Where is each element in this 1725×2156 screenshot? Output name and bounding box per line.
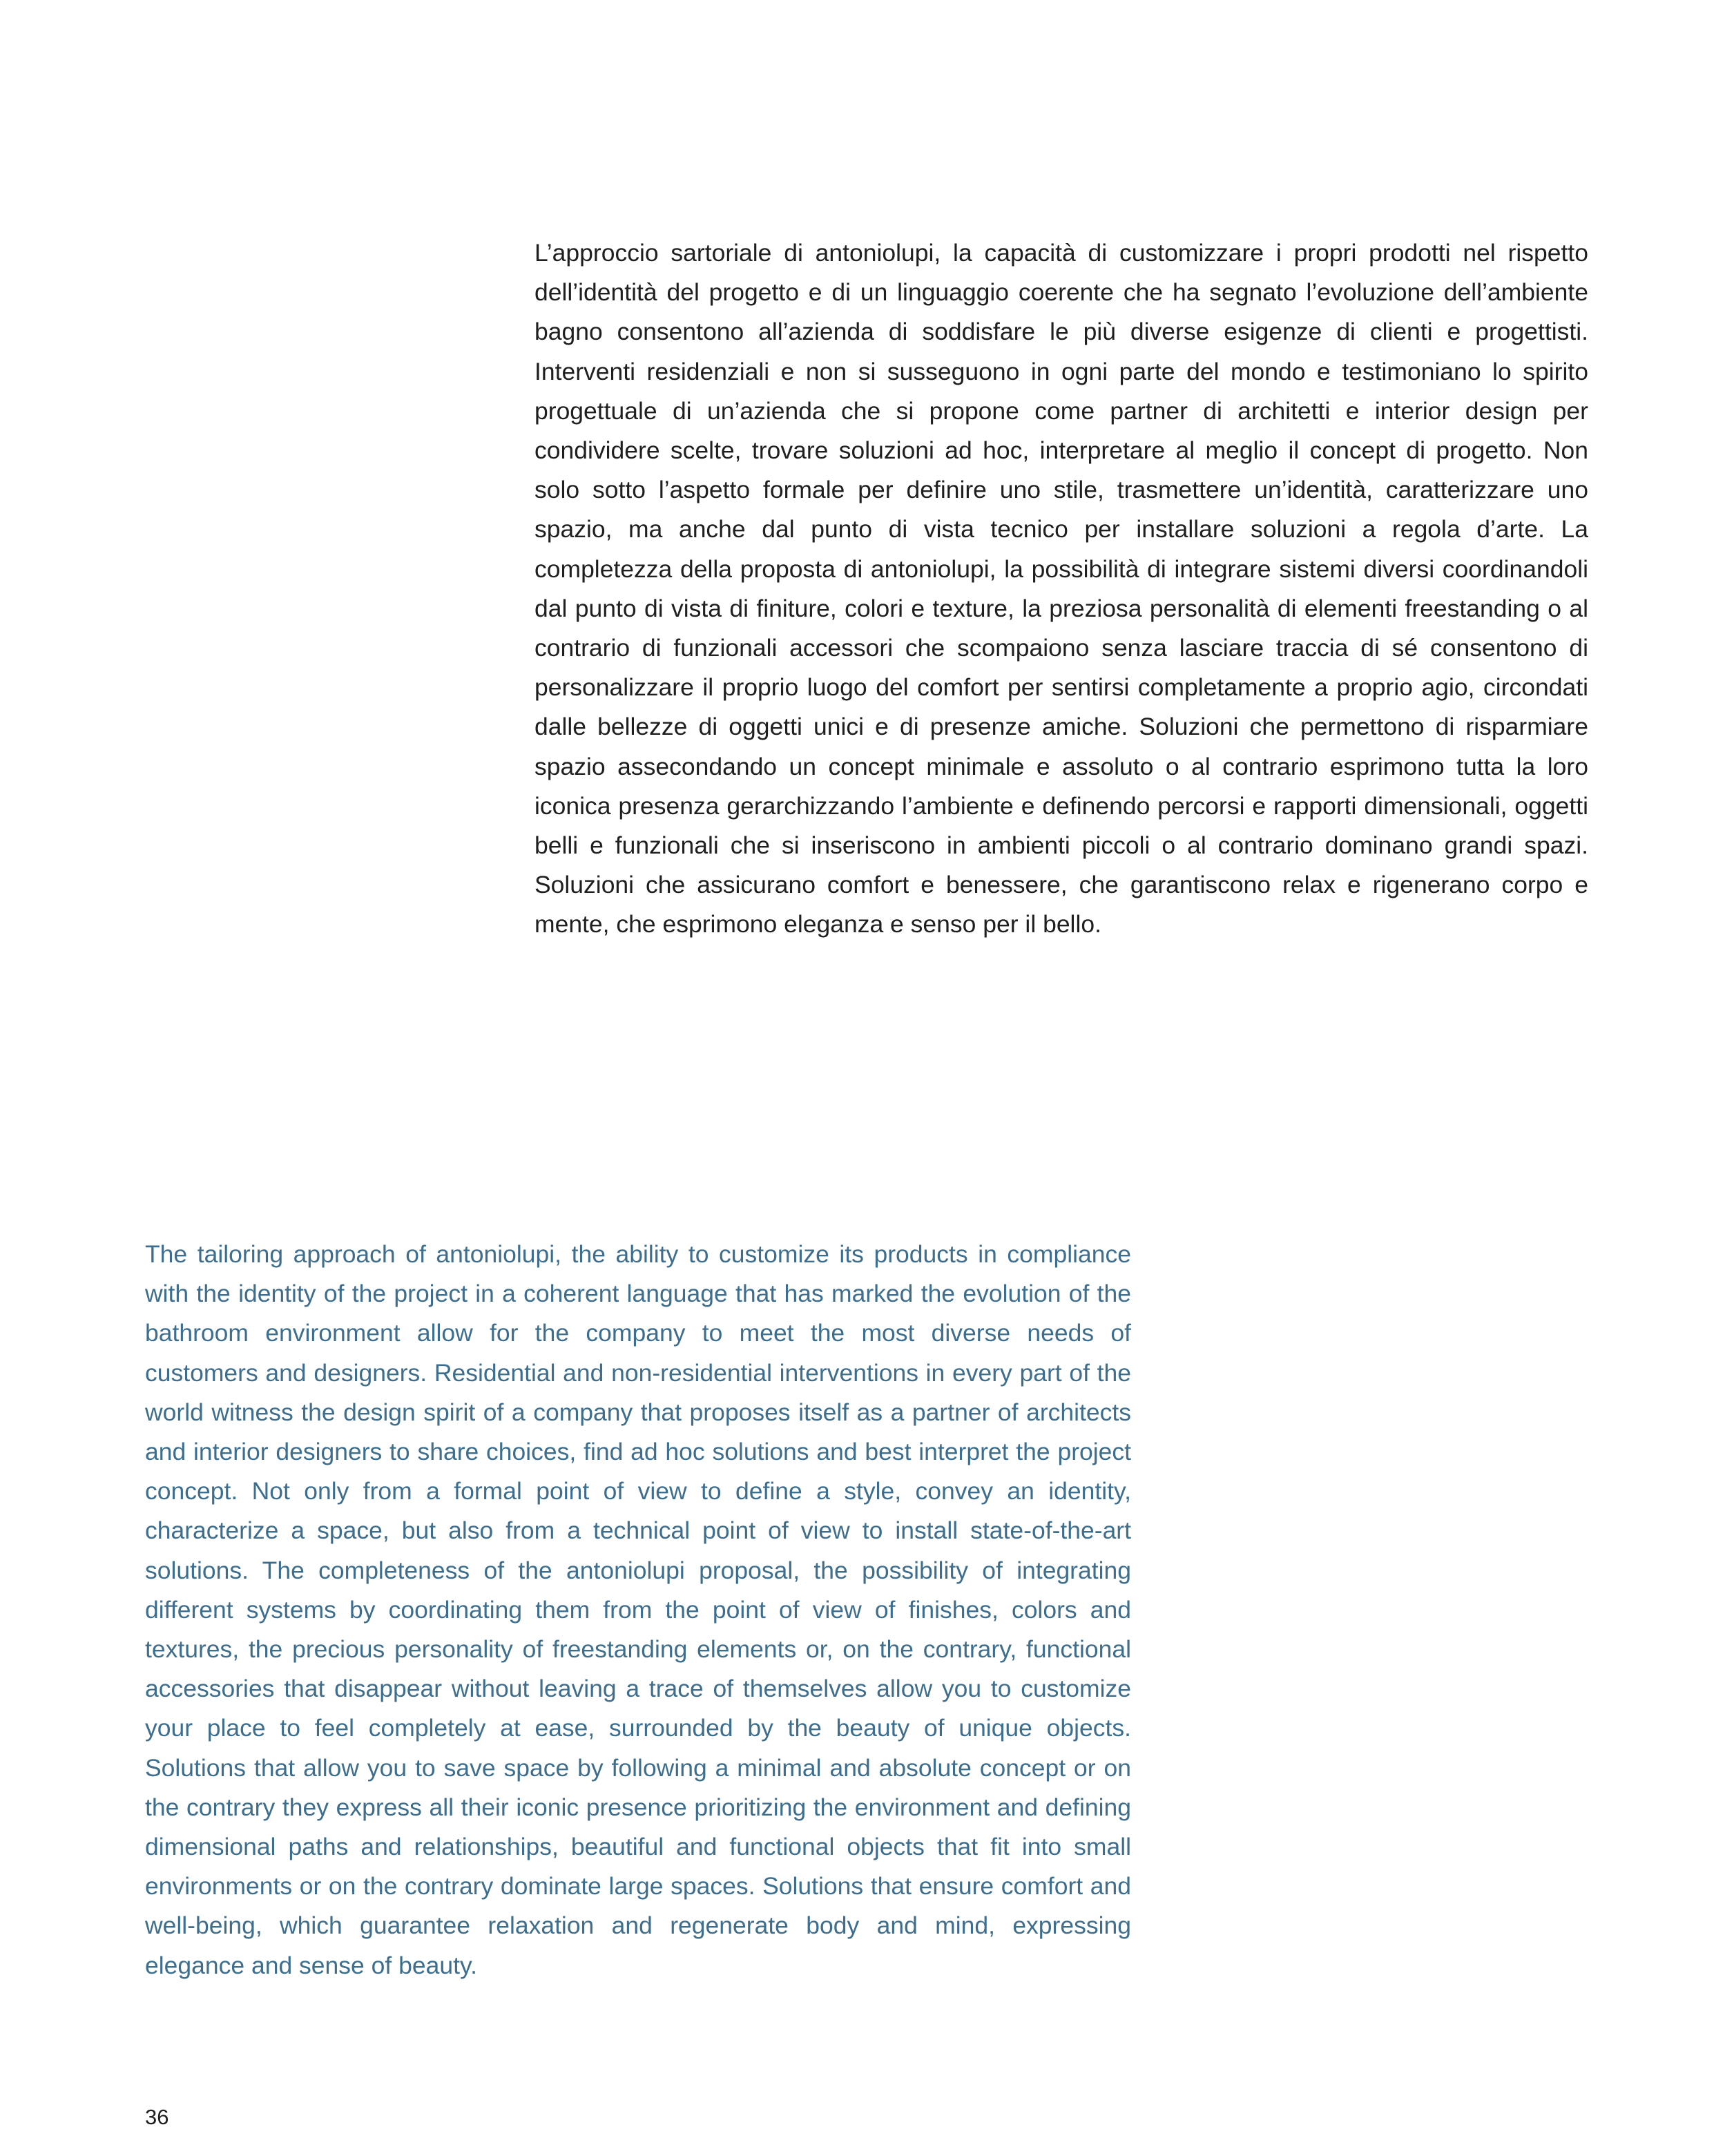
page-number: 36	[145, 2105, 169, 2129]
italian-paragraph: L’approccio sartoriale di antoniolupi, la capacità di customizzare i propri prodotti nel rispetto dell’identità del progetto e di un linguaggio coerente che ha segnato l’evoluzione dell’ambiente bagno consentono all’azienda di soddisfare le più diverse esigenze di clienti e progettisti. Interventi residenziali e non si susseguono in ogni parte del mondo e testimoniano lo spirito progettuale di un’azienda che si propone come partner di architetti e interior design per condividere scelte, trovare soluzioni ad hoc, interpretare al meglio il concept di progetto. Non solo sotto l’aspetto formale per definire uno stile, trasmettere un’identità, caratterizzare uno spazio, ma anche dal punto di vista tecnico per installare soluzioni a regola d’arte. La completezza della proposta di antoniolupi, la possibilità di integrare sistemi diversi coordinandoli dal punto di vista di finiture, colori e texture, la preziosa personalità di elementi freestanding o al contrario di funzionali accessori che scompaiono senza lasciare traccia di sé consentono di personalizzare il proprio luogo del comfort per sentirsi completamente a proprio agio, circondati dalle bellezze di oggetti unici e di presenze amiche. Soluzioni che permettono di risparmiare spazio assecondando un concept minimale e assoluto o al contrario esprimono tutta la loro iconica presenza gerarchizzando l’ambiente e definendo percorsi e rapporti dimensionali, oggetti belli e funzionali che si inseriscono in ambienti piccoli o al contrario dominano grandi spazi. Soluzioni che assicurano comfort e benessere, che garantiscono relax e rigenerano corpo e mente, che esprimono eleganza e senso per il bello.	[534, 239, 1588, 939]
english-paragraph: The tailoring approach of antoniolupi, the ability to customize its products in compliance with the identity of the project in a coherent language that has marked the evolution of the bathroom environment allow for the company to meet the most diverse needs of customers and designers. Residential and non-residential interventions in every part of the world witness the design spirit of a company that proposes itself as a partner of architects and interior designers to share choices, find ad hoc solutions and best interpret the project concept. Not only from a formal point of view to define a style, convey an identity, characterize a space, but also from a technical point of view to install state-of-the-art solutions. The completeness of the antoniolupi proposal, the possibility of integrating different systems by coordinating them from the point of view of finishes, colors and textures, the precious personality of freestanding elements or, on the contrary, functional accessories that disappear without leaving a trace of themselves allow you to customize your place to feel completely at ease, surrounded by the beauty of unique objects. Solutions that allow you to save space by following a minimal and absolute concept or on the contrary they express all their iconic presence prioritizing the environment and defining dimensional paths and relationships, beautiful and functional objects that fit into small environments or on the contrary dominate large spaces. Solutions that ensure comfort and well-being, which guarantee relaxation and regenerate body and mind, expressing elegance and sense of beauty.	[145, 1240, 1131, 1979]
